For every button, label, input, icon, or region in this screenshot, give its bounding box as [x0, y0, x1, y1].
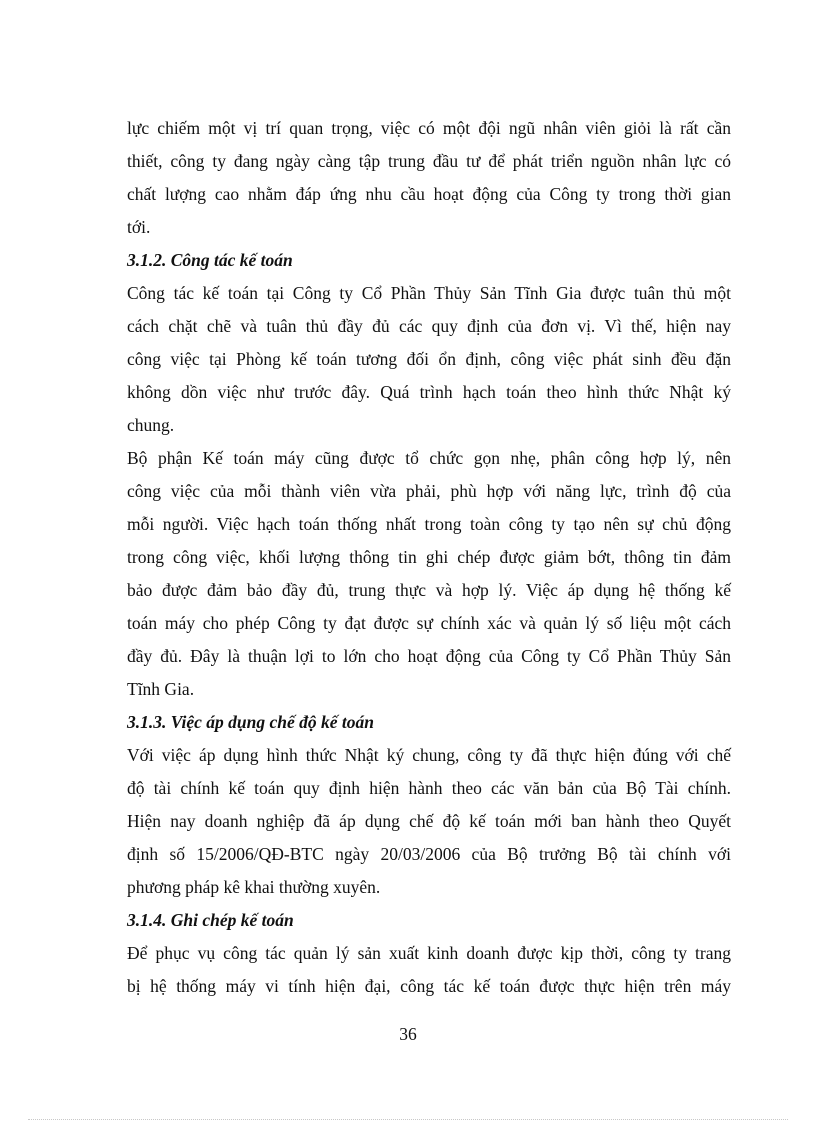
text-line: Để phục vụ công tác quản lý sản xuất kinh doanh được kịp thời, công ty trang	[127, 943, 731, 963]
page-bottom-divider	[28, 1119, 788, 1120]
text-line: Hiện nay doanh nghiệp đã áp dụng chế độ kế toán mới ban hành theo Quyết	[127, 811, 731, 831]
text-line: lực chiếm một vị trí quan trọng, việc có một đội ngũ nhân viên giỏi là rất cần	[127, 118, 731, 138]
text-line: Tĩnh Gia.	[127, 679, 195, 699]
page-number: 36	[399, 1024, 417, 1044]
text-line: tới.	[127, 217, 151, 237]
text-line: không dồn việc như trước đây. Quá trình hạch toán theo hình thức Nhật ký	[127, 382, 731, 402]
text-line: bảo được đảm bảo đầy đủ, trung thực và hợp lý. Việc áp dụng hệ thống kế	[127, 580, 731, 600]
text-line: cách chặt chẽ và tuân thủ đầy đủ các quy định của đơn vị. Vì thế, hiện nay	[127, 316, 731, 336]
text-line: đầy đủ. Đây là thuận lợi to lớn cho hoạt động của Công ty Cổ Phần Thủy Sản	[127, 646, 731, 666]
text-line: mỗi người. Việc hạch toán thống nhất trong toàn công ty tạo nên sự chủ động	[127, 514, 731, 534]
section-heading: 3.1.3. Việc áp dụng chế độ kế toán	[127, 712, 374, 732]
text-line: chất lượng cao nhằm đáp ứng nhu cầu hoạt động của Công ty trong thời gian	[127, 184, 731, 204]
text-line: Với việc áp dụng hình thức Nhật ký chung, công ty đã thực hiện đúng với chế	[127, 745, 731, 765]
section-heading: 3.1.2. Công tác kế toán	[127, 250, 293, 270]
text-line: thiết, công ty đang ngày càng tập trung đầu tư để phát triển nguồn nhân lực có	[127, 151, 731, 171]
text-line: công việc của mỗi thành viên vừa phải, phù hợp với năng lực, trình độ của	[127, 481, 731, 501]
text-line: trong công việc, khối lượng thông tin ghi chép được giảm bớt, thông tin đảm	[127, 547, 731, 567]
text-line: công việc tại Phòng kế toán tương đối ổn định, công việc phát sinh đều đặn	[127, 349, 731, 369]
page-body	[127, 112, 731, 1003]
section-heading: 3.1.4. Ghi chép kế toán	[127, 910, 294, 930]
text-line: Công tác kế toán tại Công ty Cổ Phần Thủy Sản Tĩnh Gia được tuân thủ một	[127, 283, 731, 303]
text-line: độ tài chính kế toán quy định hiện hành theo các văn bản của Bộ Tài chính.	[127, 778, 731, 798]
text-line: phương pháp kê khai thường xuyên.	[127, 877, 381, 897]
text-line: Bộ phận Kế toán máy cũng được tổ chức gọn nhẹ, phân công hợp lý, nên	[127, 448, 731, 468]
text-line: bị hệ thống máy vi tính hiện đại, công tác kế toán được thực hiện trên máy	[127, 976, 731, 996]
text-line: toán máy cho phép Công ty đạt được sự chính xác và quản lý số liệu một cách	[127, 613, 731, 633]
text-line: định số 15/2006/QĐ-BTC ngày 20/03/2006 của Bộ trưởng Bộ tài chính với	[127, 844, 731, 864]
text-line: chung.	[127, 415, 175, 435]
